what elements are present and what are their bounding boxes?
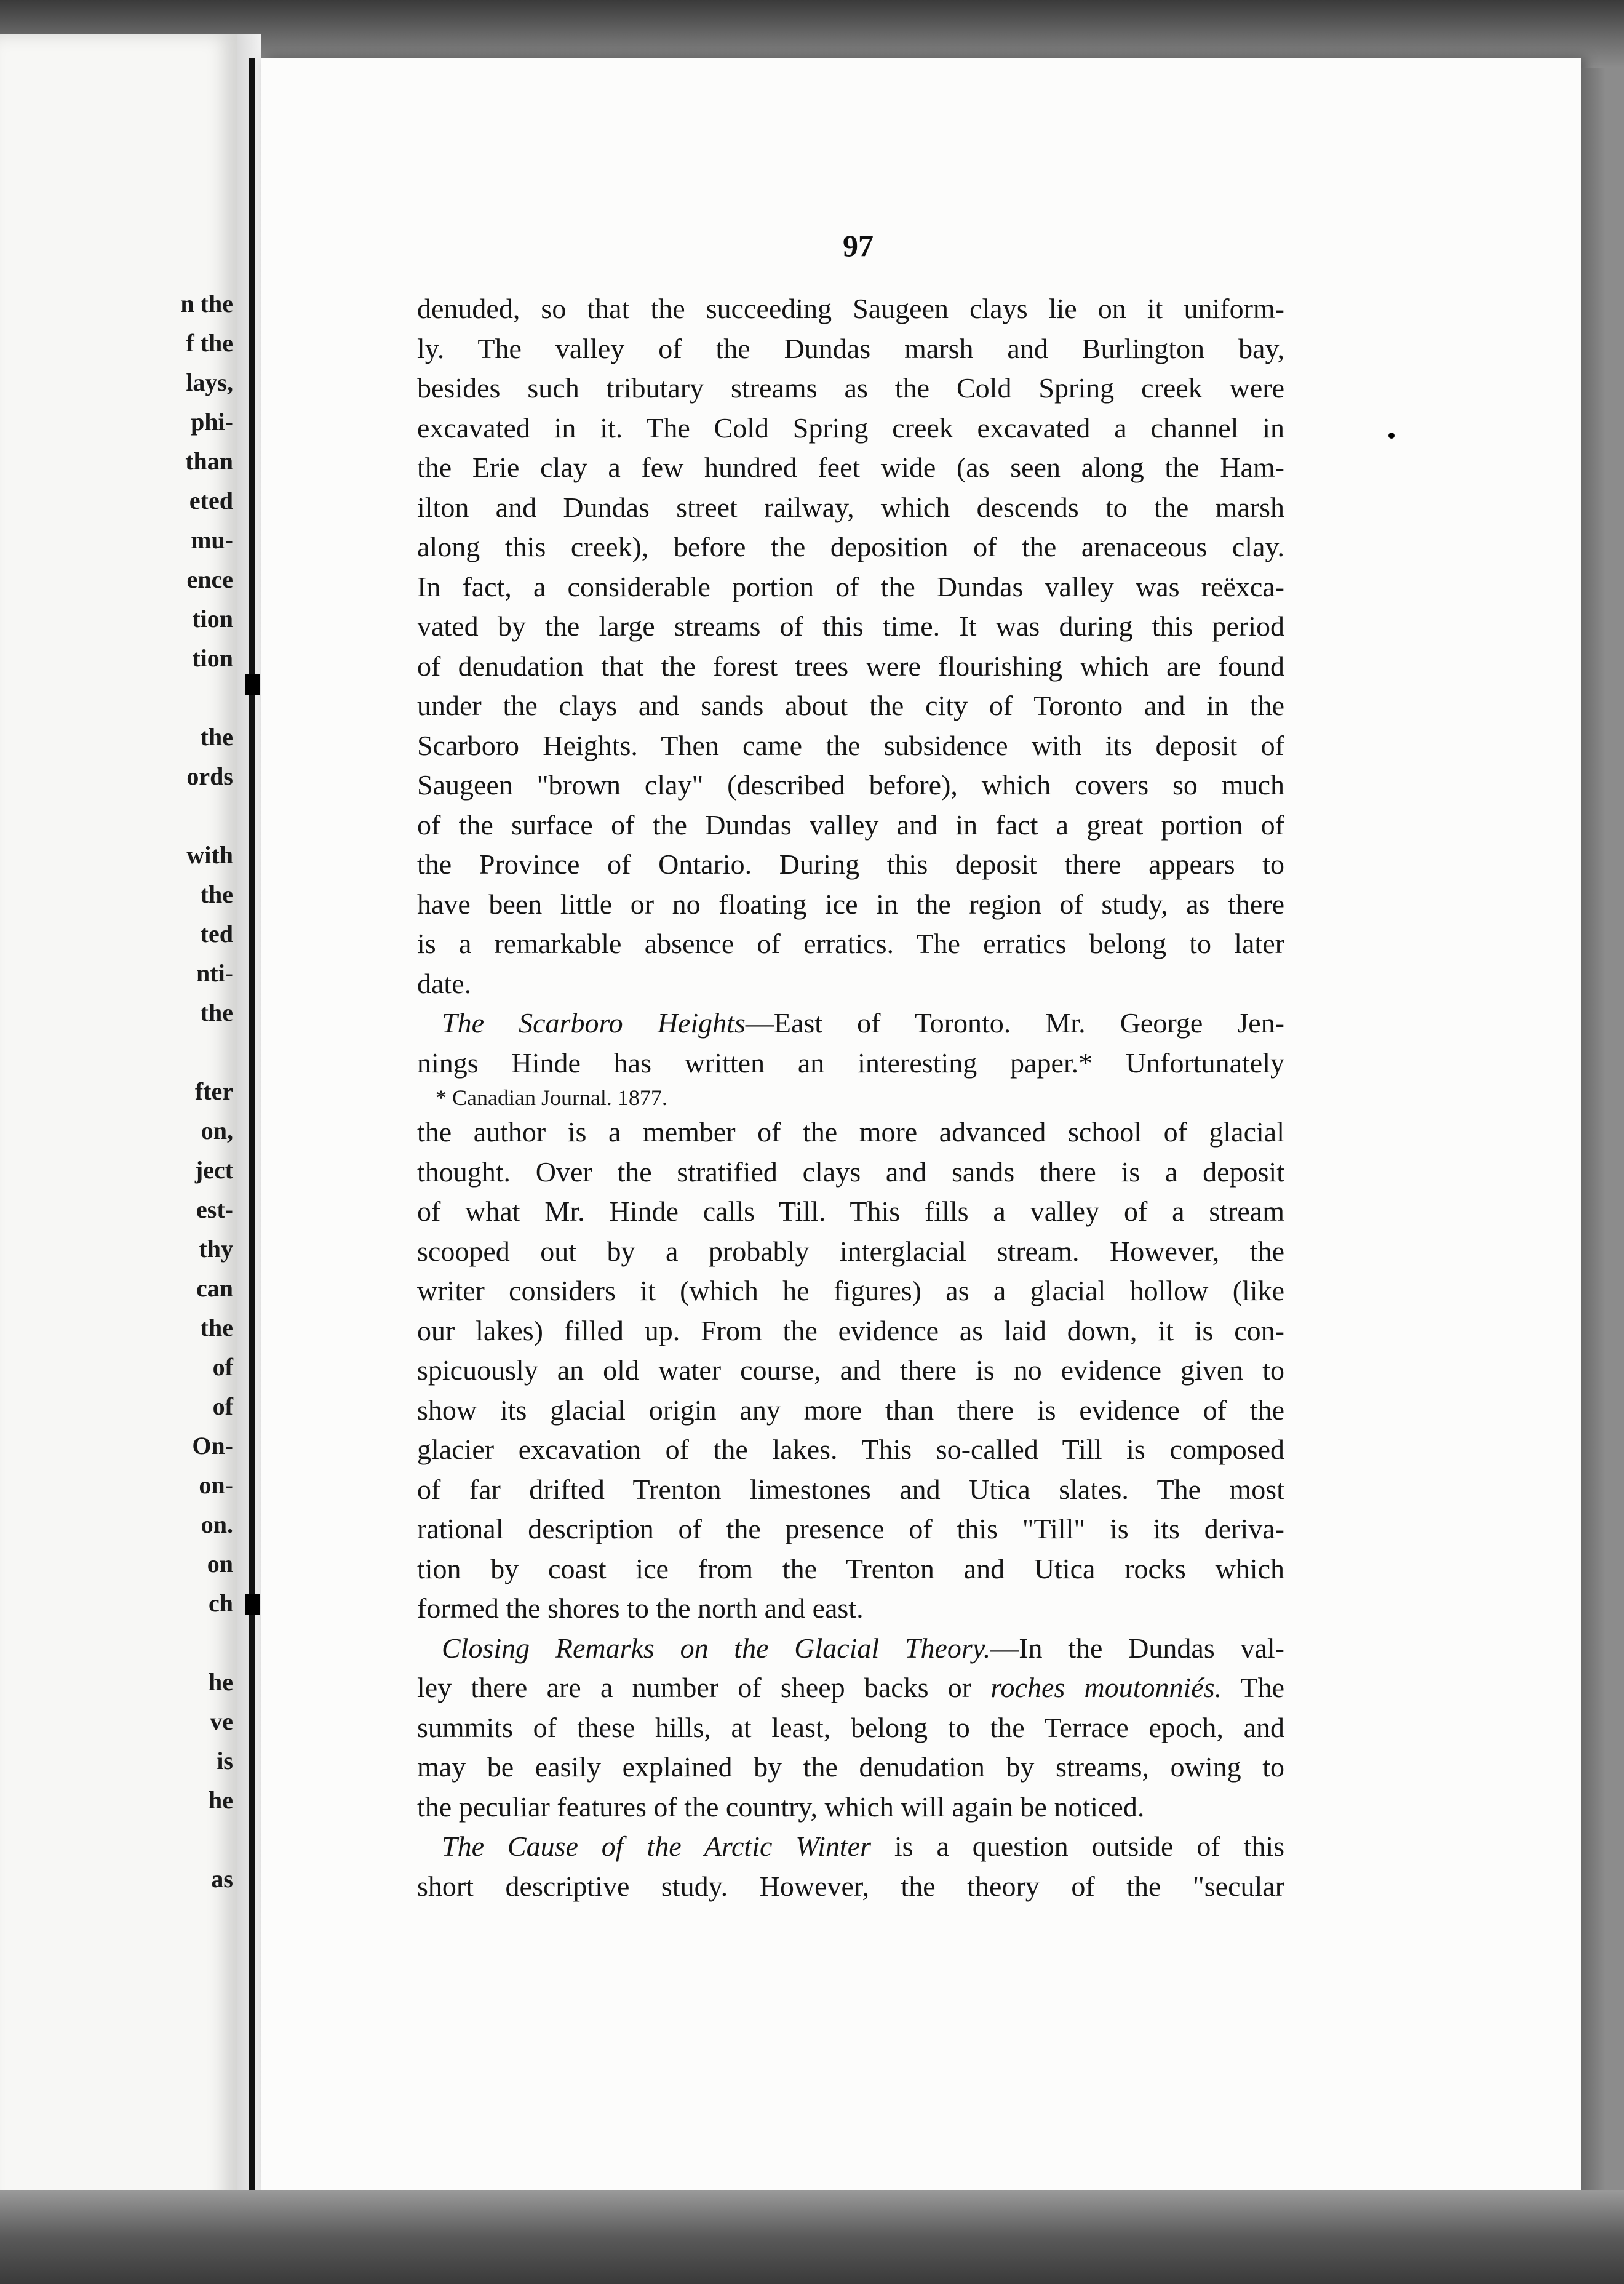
text-line: tion by coast ice from the Trenton and Utica rocks which: [417, 1552, 1284, 1584]
spine-line: [249, 58, 255, 2194]
text-line: Saugeen "brown clay" (described before), which covers so much: [417, 769, 1284, 801]
text-line: the Province of Ontario. During this deposit there appears to: [417, 849, 1284, 880]
text-line: [417, 1004, 1284, 1044]
text-line: denuded, so that the succeeding Saugeen clays lie on it uniform-: [417, 293, 1284, 324]
facing-page-fragment: the: [200, 999, 233, 1026]
paragraph-scarboro-rest: [417, 1112, 1284, 1629]
text-line: the author is a member of the more advanced school of glacial: [417, 1116, 1284, 1148]
text-line: formed the shores to the north and east.: [417, 1592, 864, 1624]
text-line: nings Hinde has written an interesting paper.* Unfortunately: [417, 1047, 1284, 1079]
text-line: along this creek), before the deposition of the arenaceous clay.: [417, 531, 1284, 562]
facing-page-fragment: est-: [196, 1196, 233, 1223]
text-line: [417, 1668, 1284, 1708]
facing-page-fragment: the: [200, 1314, 233, 1341]
text-span: ley there are a number of sheep backs or: [417, 1672, 991, 1703]
facing-page-fragment: as: [211, 1865, 233, 1893]
scan-bottom-edge: [0, 2190, 1624, 2284]
facing-page-fragment: fter: [194, 1077, 233, 1105]
body-text: [417, 289, 1284, 1906]
text-span: The: [1222, 1672, 1285, 1703]
paragraph-denudation: [417, 289, 1284, 1004]
text-line: besides such tributary streams as the Cold Spring creek were: [417, 372, 1284, 404]
facing-page-left: [0, 34, 237, 2261]
facing-page-fragment: on,: [201, 1117, 233, 1144]
text-line: under the clays and sands about the city of Toronto and in the: [417, 690, 1284, 721]
facing-page-fragment: of: [212, 1392, 233, 1420]
spine-mark: [245, 1594, 260, 1615]
text-line: summits of these hills, at least, belong to the Terrace epoch, and: [417, 1711, 1284, 1743]
text-line: spicuously an old water course, and there is no evidence given to: [417, 1354, 1284, 1386]
text-line: [417, 1827, 1284, 1867]
facing-page-fragment: ject: [194, 1156, 233, 1184]
facing-page-fragment: the: [200, 880, 233, 908]
text-line: show its glacial origin any more than there is evidence of the: [417, 1394, 1284, 1426]
facing-page-fragment: than: [185, 447, 233, 475]
text-line: our lakes) filled up. From the evidence as laid down, it is con-: [417, 1314, 1284, 1346]
facing-page-fragment: ted: [200, 920, 233, 948]
text-span: is a question outside of this: [870, 1831, 1284, 1862]
facing-page-fragment: he: [209, 1786, 233, 1814]
facing-page-fragment: of: [212, 1353, 233, 1381]
text-line: Scarboro Heights. Then came the subsidence with its deposit of: [417, 729, 1284, 761]
facing-page-fragment: is: [217, 1747, 233, 1775]
facing-page-fragment: ch: [209, 1589, 233, 1617]
facing-page-fragment: tion: [192, 605, 233, 633]
facing-page-fragment: with: [186, 841, 233, 869]
facing-page-fragment: on-: [199, 1471, 233, 1499]
facing-page-fragment: mu-: [191, 526, 233, 554]
text-span: —In the Dundas val-: [990, 1632, 1284, 1664]
text-line: writer considers it (which he figures) as a glacial hollow (like: [417, 1275, 1284, 1306]
text-line: the Erie clay a few hundred feet wide (as seen along the Ham-: [417, 452, 1284, 483]
facing-page-fragment: on.: [201, 1511, 233, 1538]
text-line: of what Mr. Hinde calls Till. This fills a valley of a stream: [417, 1196, 1284, 1227]
facing-page-fragment: phi-: [191, 408, 233, 436]
text-line: the peculiar features of the country, which will again be noticed.: [417, 1791, 1145, 1823]
facing-page-fragment: eted: [189, 487, 233, 514]
facing-page-fragment: thy: [199, 1235, 233, 1263]
facing-page-fragment: the: [200, 723, 233, 751]
page-edge-shadow: [1581, 68, 1606, 2190]
text-line: date.: [417, 967, 472, 999]
text-line: of denudation that the forest trees were flourishing which are found: [417, 650, 1284, 682]
section-heading-arctic-winter: The Cause of the Arctic Winter: [442, 1831, 871, 1862]
spine-mark: [245, 674, 260, 695]
facing-page-fragment: On-: [192, 1432, 233, 1459]
text-line: thought. Over the stratified clays and sands there is a deposit: [417, 1156, 1284, 1188]
text-line: scooped out by a probably interglacial stream. However, the: [417, 1235, 1284, 1267]
facing-page-fragment: he: [209, 1668, 233, 1696]
text-line: In fact, a considerable portion of the Dundas valley was reëxca-: [417, 570, 1284, 602]
section-heading-closing-remarks: Closing Remarks on the Glacial Theory.: [442, 1632, 991, 1664]
text-line: is a remarkable absence of erratics. The erratics belong to later: [417, 928, 1284, 959]
text-line: rational description of the presence of this "Till" is its deriva-: [417, 1513, 1284, 1544]
facing-page-fragment: ords: [186, 762, 233, 790]
text-line: of far drifted Trenton limestones and Utica slates. The most: [417, 1473, 1284, 1505]
text-line: vated by the large streams of this time. It was during this period: [417, 610, 1284, 642]
text-line: short descriptive study. However, the theory of the "secular: [417, 1870, 1284, 1902]
text-line: excavated in it. The Cold Spring creek excavated a channel in: [417, 412, 1284, 444]
facing-page-fragment: ence: [186, 565, 233, 593]
text-line: have been little or no floating ice in the region of study, as there: [417, 888, 1284, 920]
facing-page-fragment: can: [196, 1274, 233, 1302]
facing-page-fragment: n the: [180, 290, 233, 317]
paragraph-closing-rest: [417, 1708, 1284, 1827]
text-line: glacier excavation of the lakes. This so-called Till is composed: [417, 1434, 1284, 1465]
facing-page-fragment: ve: [210, 1707, 233, 1735]
facing-page-fragment: f the: [186, 329, 233, 357]
section-heading-scarboro: The Scarboro Heights: [442, 1007, 746, 1039]
stray-ink-dot: [1388, 433, 1395, 439]
facing-page-fragment: nti-: [196, 959, 233, 987]
facing-page-fragment: tion: [192, 644, 233, 672]
text-line: of the surface of the Dundas valley and in fact a great portion of: [417, 809, 1284, 841]
page-number: 97: [843, 228, 874, 263]
text-span: —East of Toronto. Mr. George Jen-: [745, 1007, 1284, 1039]
facing-page-fragment: on: [207, 1550, 233, 1578]
facing-page-fragment: lays,: [186, 369, 233, 396]
text-line: ly. The valley of the Dundas marsh and Burlington bay,: [417, 332, 1284, 364]
text-span-italic: roches moutonniés.: [990, 1672, 1222, 1703]
text-line: [417, 1629, 1284, 1669]
text-line: may be easily explained by the denudation by streams, owing to: [417, 1751, 1284, 1783]
footnote: * Canadian Journal. 1877.: [436, 1085, 667, 1110]
text-line: ilton and Dundas street railway, which descends to the marsh: [417, 491, 1284, 523]
